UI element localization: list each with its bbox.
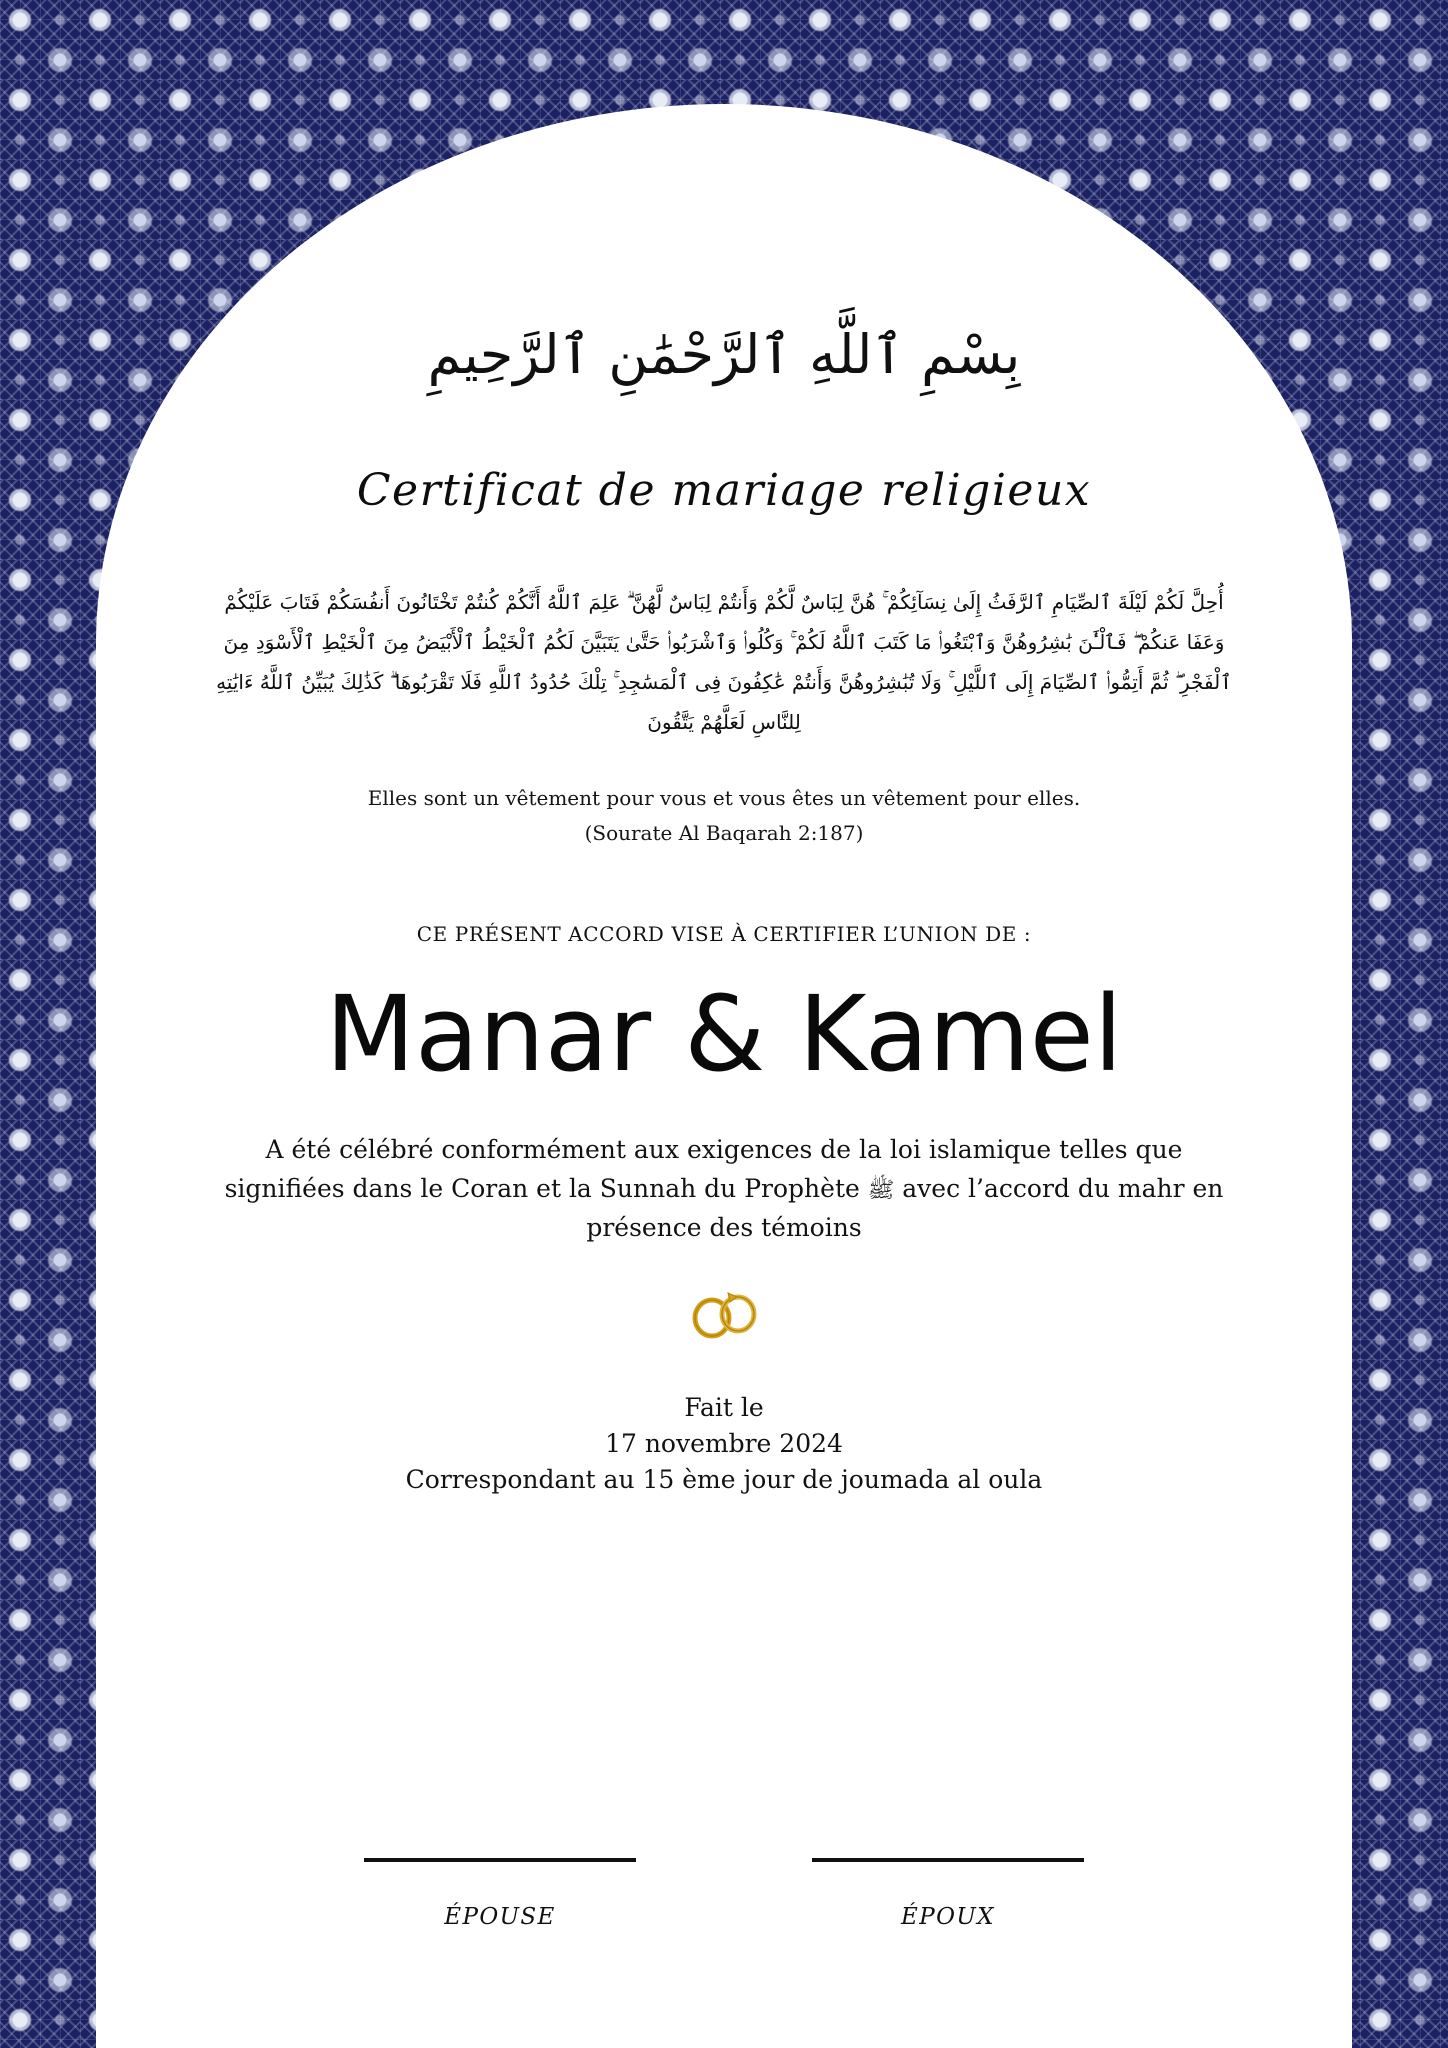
signature-label-bride: ÉPOUSE: [444, 1904, 556, 1930]
quran-verse-translation: [192, 782, 1256, 850]
page-title: Certificat de mariage religieux: [356, 465, 1092, 516]
union-statement-label: CE PRÉSENT ACCORD VISE À CERTIFIER L’UNION DE :: [416, 922, 1032, 946]
bismillah-calligraphy: بِسْمِ ٱللَّهِ ٱلرَّحْمَٰنِ ٱلرَّحِيمِ: [427, 323, 1021, 386]
date-hijri: Correspondant au 15 ème jour de joumada al oula: [405, 1465, 1043, 1495]
signature-line-bride[interactable]: [364, 1858, 636, 1862]
body-text-part-one: A été célébré conformément aux exigences de la loi islamique telles que signifiées dans le Coran et la Sunnah du Prophète: [224, 1135, 1183, 1203]
certification-body-text: [202, 1131, 1246, 1247]
translation-text: Elles sont un vêtement pour vous et vous êtes un vêtement pour elles.: [367, 786, 1081, 810]
certificate-content: [96, 104, 1352, 2048]
signature-groom: [770, 1858, 1126, 1930]
signature-line-groom[interactable]: [812, 1858, 1084, 1862]
translation-source: (Sourate Al Baqarah 2:187): [584, 821, 864, 845]
signature-area: [96, 1858, 1352, 1930]
signature-label-groom: ÉPOUX: [901, 1904, 995, 1930]
pbuh-glyph-icon: ﷺ: [867, 1177, 895, 1203]
date-block: [192, 1390, 1256, 1499]
quran-verse-arabic: أُحِلَّ لَكُمْ لَيْلَةَ ٱلصِّيَامِ ٱلرَّفَثُ إِلَىٰ نِسَآئِكُمْ ۚ هُنَّ لِبَاسٌ لَّكُمْ وَأَنتُمْ لِبَاسٌ لَّهُنَّ ۗ عَلِمَ ٱللَّهُ أَنَّكُمْ كُنتُمْ تَخْتَانُونَ أَنفُسَكُمْ فَتَابَ عَلَيْكُمْ وَعَفَا عَنكُمْ ۖ فَٱلْـَٰٔنَ بَٰشِرُوهُنَّ وَٱبْتَغُوا۟ مَا كَتَبَ ٱللَّهُ لَكُمْ ۚ وَكُلُوا۟ وَٱشْرَبُوا۟ حَتَّىٰ يَتَبَيَّنَ لَكُمُ ٱلْخَيْطُ ٱلْأَبْيَضُ مِنَ ٱلْخَيْطِ ٱلْأَسْوَدِ مِنَ ٱلْفَجْرِ ۖ ثُمَّ أَتِمُّوا۟ ٱلصِّيَامَ إِلَى ٱللَّيْلِ ۚ وَلَا تُبَٰشِرُوهُنَّ وَأَنتُمْ عَٰكِفُونَ فِى ٱلْمَسَٰجِدِ ۚ تِلْكَ حُدُودُ ٱللَّهِ فَلَا تَقْرَبُوهَا ۗ كَذَٰلِكَ يُبَيِّنُ ٱللَّهُ ءَايَٰتِهِ لِلنَّاسِ لَعَلَّهُمْ يَتَّقُونَ: [216, 590, 1232, 734]
body-text-part-two: avec l’accord du mahr en présence des témoins: [586, 1173, 1224, 1242]
date-intro: Fait le: [684, 1392, 764, 1422]
signature-bride: [322, 1858, 678, 1930]
date-gregorian: 17 novembre 2024: [605, 1429, 843, 1459]
wedding-rings-icon: [192, 1283, 1256, 1340]
couple-names: Manar & Kamel: [325, 973, 1123, 1095]
